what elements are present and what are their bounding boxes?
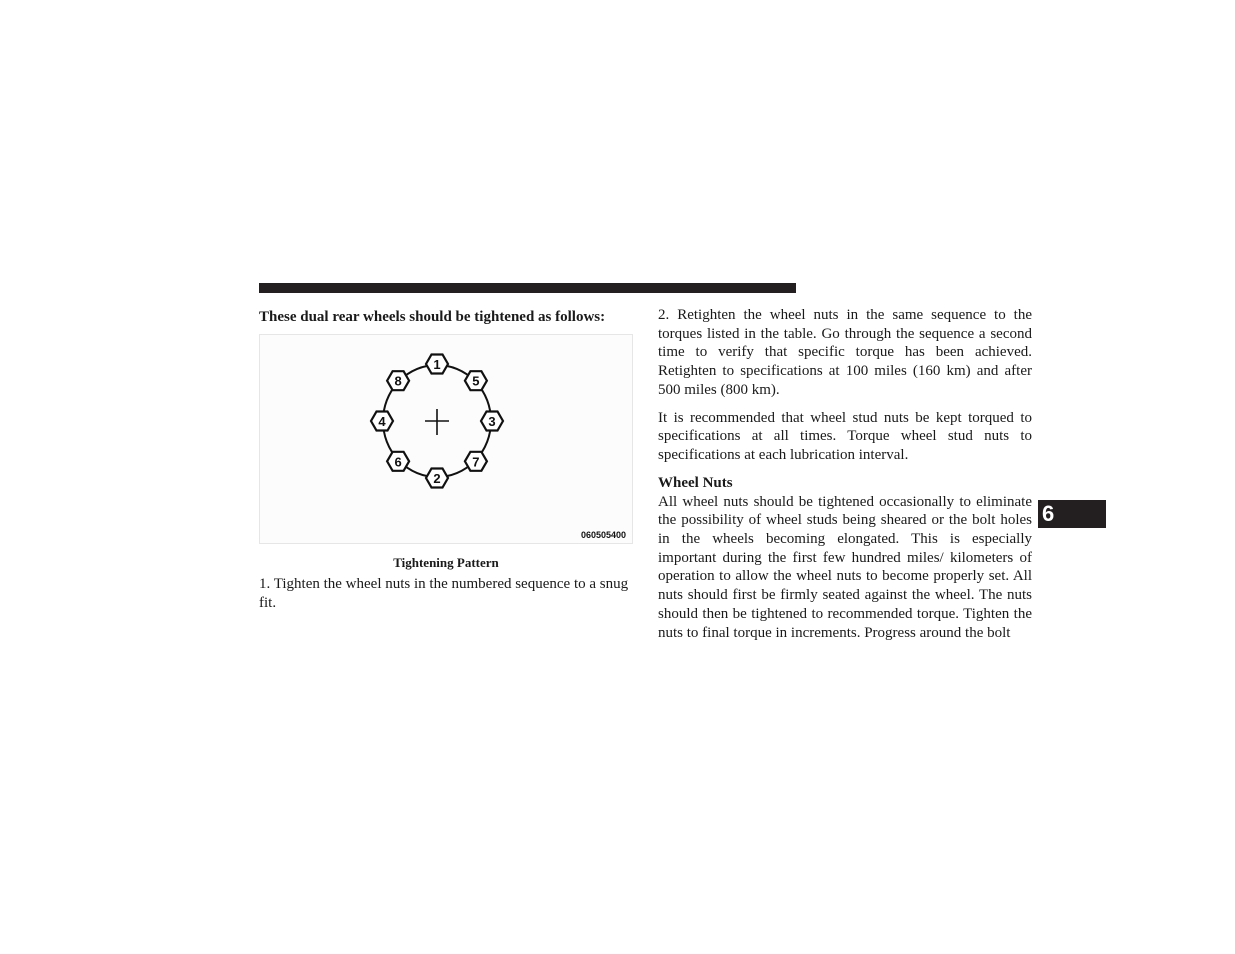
wheel-nuts-text: All wheel nuts should be tightened occasionally to eliminate the possibility of wheel studs being sheared or the bolt holes in the wheels becoming elongated. This is especially important during the first few hundred miles/ kilometers of operation to allow the wheel nuts to become properly set. All nuts should first be firmly seated against the wheel. The nuts should then be tightened to recommended torque. Tighten the nuts to final torque in increments. Progress around the bolt — [658, 493, 1032, 641]
wheel-nut-label: 4 — [378, 414, 386, 429]
figure-code: 060505400 — [580, 530, 626, 540]
wheel-nut-4 — [371, 412, 393, 431]
wheel-nut-label: 6 — [394, 454, 402, 470]
recommendation-text: It is recommended that wheel stud nuts be kept torqued to specifications at all times. Torque wheel stud nuts to specifications at each lubrication interval. — [658, 409, 1032, 463]
wheel-nut-label: 1 — [433, 357, 441, 372]
wheel-nut-7 — [465, 452, 487, 471]
wheel-nut-2 — [426, 469, 448, 488]
wheel-nut-label: 3 — [488, 414, 496, 429]
intro-heading: These dual rear wheels should be tightened as follows: — [259, 309, 606, 325]
wheel-nut-5 — [465, 371, 487, 390]
wheel-nut-1 — [426, 355, 448, 374]
wheel-nut-diagram — [260, 335, 632, 543]
wheel-nut-label: 7 — [472, 454, 480, 470]
figure-caption: Tightening Pattern — [393, 555, 499, 570]
wheel-nut-6 — [387, 452, 409, 471]
wheel-nut-8 — [387, 371, 409, 390]
header-rule — [259, 283, 796, 293]
left-column — [259, 306, 633, 621]
section-tab: 6 — [1038, 500, 1106, 528]
wheel-nuts-heading: Wheel Nuts — [658, 474, 733, 491]
wheel-nut-label: 8 — [394, 373, 402, 389]
step-2-text: 2. Retighten the wheel nuts in the same sequence to the torques listed in the table. Go through the sequence a second time to verify that specific torque has been achieved. Retighten to specifications at 100 miles (160 km) and after 500 miles (800 km). — [658, 307, 1032, 398]
right-column — [658, 306, 1032, 651]
wheel-nut-label: 5 — [472, 373, 480, 389]
wheel-nut-3 — [481, 412, 503, 431]
step-1-text: 1. Tighten the wheel nuts in the numbered sequence to a snug fit. — [259, 576, 629, 611]
tightening-pattern-figure — [259, 334, 633, 544]
wheel-nut-label: 2 — [433, 471, 441, 486]
